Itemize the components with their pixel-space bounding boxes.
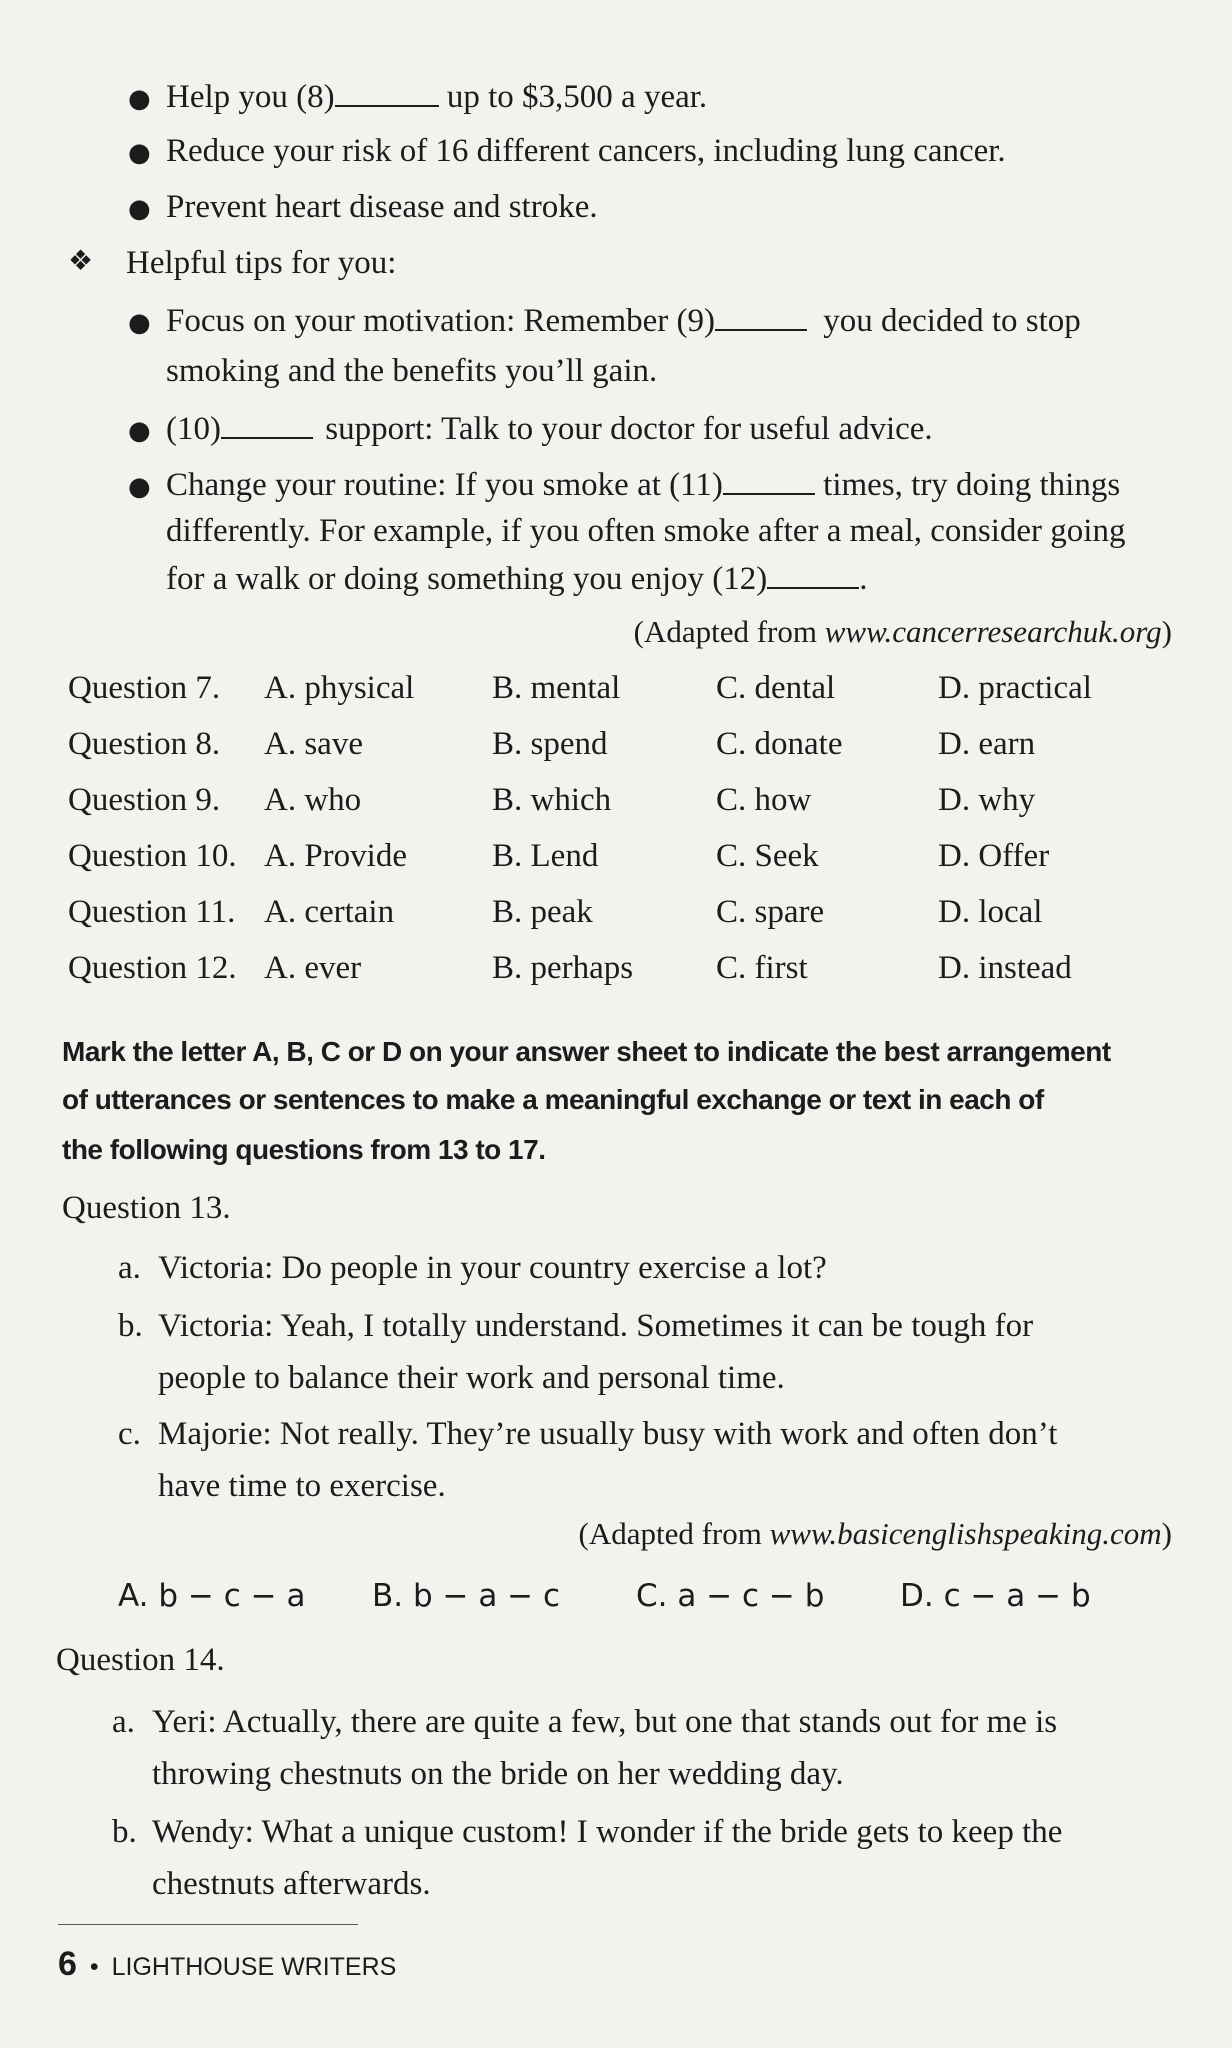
- option-a: A. ever: [264, 950, 362, 986]
- option-b: B. Lend: [492, 838, 599, 874]
- item-letter: a.: [118, 1250, 141, 1286]
- option-d: D. why: [938, 782, 1036, 818]
- question-row: [68, 726, 1178, 778]
- option-c: C. first: [716, 950, 808, 986]
- bullet-icon: ●: [128, 138, 151, 168]
- item-text: throwing chestnuts on the bride on her wedding day.: [152, 1756, 844, 1792]
- option-a: A. save: [264, 726, 363, 762]
- option-c: C. spare: [716, 894, 825, 930]
- bullet-item-8: Help you (8) up to $3,500 a year.: [166, 72, 707, 122]
- option-b: B. peak: [492, 894, 593, 930]
- page-number: 6: [58, 1945, 77, 1983]
- question-13-item-a: [118, 1242, 827, 1294]
- item-text: Wendy: What a unique custom! I wonder if the bride gets to keep the: [152, 1814, 1063, 1850]
- page-footer: [58, 1945, 396, 1984]
- source-citation-1: (Adapted from www.cancerresearchuk.org): [633, 614, 1172, 649]
- question-row: [68, 670, 1178, 722]
- question-label: Question 7.: [68, 670, 221, 706]
- instruction-line2: of utterances or sentences to make a meaningful exchange or text in each of: [62, 1084, 1044, 1115]
- question-label: Question 11.: [68, 894, 236, 930]
- bullet-item-heart: Prevent heart disease and stroke.: [166, 189, 598, 225]
- question-label: Question 8.: [68, 726, 221, 762]
- tip-motivation-line2: smoking and the benefits you’ll gain.: [166, 353, 658, 389]
- footer-separator: •: [89, 1953, 99, 1981]
- option-a: A. who: [264, 782, 362, 818]
- blank-12: [767, 557, 859, 589]
- question-13-option-a: A. b − c − a: [118, 1578, 306, 1614]
- option-d: D. Offer: [938, 838, 1050, 874]
- question-13-option-b: B. b − a − c: [372, 1578, 561, 1614]
- question-13-heading: Question 13.: [62, 1190, 231, 1226]
- item-letter: b.: [112, 1814, 137, 1850]
- option-d: D. local: [938, 894, 1043, 930]
- option-d: D. earn: [938, 726, 1036, 762]
- bullet-item-cancer: Reduce your risk of 16 different cancers, including lung cancer.: [166, 133, 1006, 169]
- option-b: B. which: [492, 782, 612, 818]
- tip-support: (10) support: Talk to your doctor for useful advice.: [166, 404, 933, 454]
- item-text: Victoria: Do people in your country exercise a lot?: [158, 1250, 827, 1286]
- item-text: Yeri: Actually, there are quite a few, but one that stands out for me is: [152, 1704, 1058, 1740]
- bullet-icon: ●: [128, 194, 151, 224]
- question-row: [68, 950, 1178, 1002]
- question-row: [68, 782, 1178, 834]
- bullet-icon: ●: [128, 416, 151, 446]
- source-citation-2: (Adapted from www.basicenglishspeaking.com): [578, 1516, 1172, 1551]
- instruction-line1: Mark the letter A, B, C or D on your answer sheet to indicate the best arrangement: [62, 1036, 1111, 1067]
- question-14-item-a: [112, 1696, 1058, 1800]
- bullet-icon: ●: [128, 472, 151, 502]
- tip-motivation-line1: Focus on your motivation: Remember (9) you decided to stop: [166, 296, 1081, 346]
- blank-10: [221, 407, 313, 439]
- question-14-item-b: [112, 1806, 1063, 1910]
- option-b: B. spend: [492, 726, 608, 762]
- instruction-line3: the following questions from 13 to 17.: [62, 1134, 546, 1165]
- tip-routine-line2: differently. For example, if you often smoke after a meal, consider going: [166, 513, 1126, 549]
- option-a: A. physical: [264, 670, 415, 706]
- item-letter: b.: [118, 1308, 143, 1344]
- blank-11: [723, 463, 815, 495]
- question-13-option-c: C. a − c − b: [636, 1578, 825, 1614]
- blank-9: [715, 299, 807, 331]
- item-letter: c.: [118, 1416, 141, 1452]
- bullet-icon: ●: [128, 308, 151, 338]
- option-b: B. mental: [492, 670, 621, 706]
- item-text: chestnuts afterwards.: [152, 1866, 431, 1902]
- option-d: D. practical: [938, 670, 1092, 706]
- diamond-bullet-icon: ❖: [68, 244, 94, 277]
- tip-routine-line1: Change your routine: If you smoke at (11) times, try doing things: [166, 460, 1120, 510]
- option-c: C. dental: [716, 670, 836, 706]
- option-a: A. certain: [264, 894, 395, 930]
- option-b: B. perhaps: [492, 950, 634, 986]
- question-row: [68, 838, 1178, 890]
- question-13-item-b: [118, 1300, 1034, 1404]
- footer-divider: [58, 1924, 358, 1925]
- option-d: D. instead: [938, 950, 1072, 986]
- footer-title: LIGHTHOUSE WRITERS: [111, 1953, 397, 1981]
- tip-routine-line3: for a walk or doing something you enjoy (12) .: [166, 554, 867, 604]
- question-label: Question 10.: [68, 838, 237, 874]
- item-letter: a.: [112, 1704, 135, 1740]
- item-text: have time to exercise.: [158, 1468, 446, 1504]
- question-row: [68, 894, 1178, 946]
- item-text: Victoria: Yeah, I totally understand. Sometimes it can be tough for: [158, 1308, 1034, 1344]
- option-c: C. Seek: [716, 838, 819, 874]
- bullet-icon: ●: [128, 84, 151, 114]
- blank-8: [335, 75, 439, 107]
- option-a: A. Provide: [264, 838, 407, 874]
- question-14-heading: Question 14.: [56, 1642, 225, 1678]
- question-label: Question 9.: [68, 782, 221, 818]
- tips-heading: Helpful tips for you:: [126, 245, 397, 281]
- item-text: Majorie: Not really. They’re usually busy with work and often don’t: [158, 1416, 1058, 1452]
- question-13-item-c: [118, 1408, 1058, 1512]
- question-13-option-d: D. c − a − b: [900, 1578, 1091, 1614]
- question-label: Question 12.: [68, 950, 237, 986]
- option-c: C. how: [716, 782, 812, 818]
- option-c: C. donate: [716, 726, 843, 762]
- item-text: people to balance their work and personal time.: [158, 1360, 785, 1396]
